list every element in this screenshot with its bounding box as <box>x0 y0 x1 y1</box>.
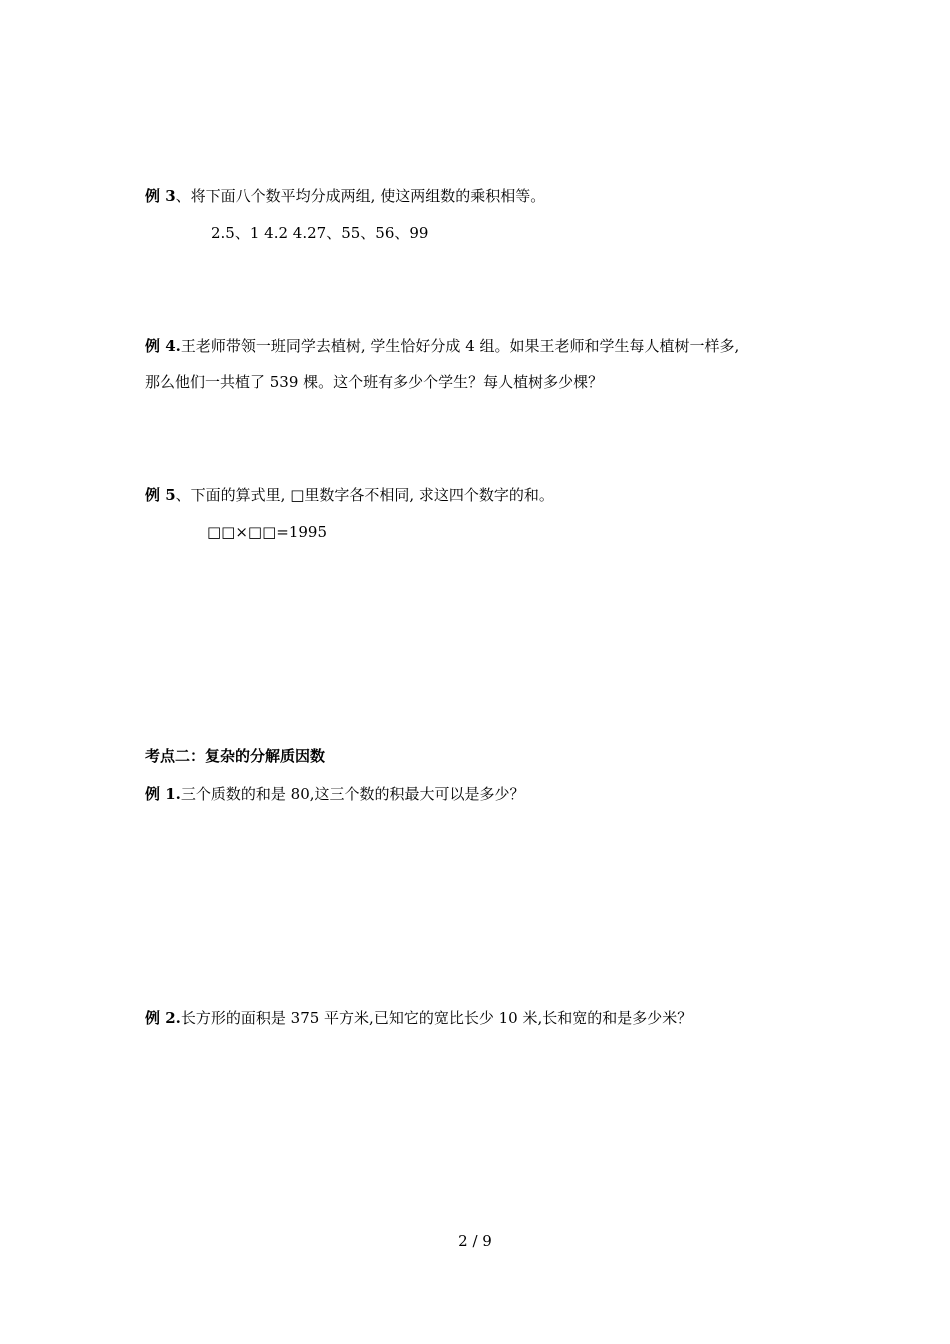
example-label: 例 4. <box>145 337 181 355</box>
example-text: 三个质数的和是 80,这三个数的积最大可以是多少？ <box>180 785 525 803</box>
example-3-numbers: 2.5、1 4.2 4.27、55、56、99 <box>211 224 429 242</box>
example-text: 、下面的算式里, □里数字各不相同, 求这四个数字的和。 <box>175 486 554 504</box>
example-label: 例 5 <box>145 486 176 504</box>
example-label: 例 3 <box>145 187 176 205</box>
example-text: 王老师带领一班同学去植树, 学生恰好分成 4 组。如果王老师和学生每人植树一样多, <box>180 337 740 355</box>
section2-example-2 <box>145 1008 692 1028</box>
example-label: 例 1. <box>145 785 181 803</box>
example-text: 、将下面八个数平均分成两组, 使这两组数的乘积相等。 <box>175 187 546 205</box>
section-heading: 考点二：复杂的分解质因数 <box>145 747 326 765</box>
example-text: 长方形的面积是 375 平方米,已知它的宽比长少 10 米,长和宽的和是多少米？ <box>180 1009 693 1027</box>
section2-example-1 <box>145 784 525 804</box>
page-number: 2 / 9 <box>458 1232 492 1250</box>
example-3-question <box>145 186 545 206</box>
example-5-equation: □□×□□=1995 <box>207 523 327 541</box>
example-5-question <box>145 485 554 505</box>
example-4-line-2: 那么他们一共植了 539 棵。这个班有多少个学生？每人植树多少棵？ <box>145 373 604 391</box>
example-4-line-1 <box>145 336 739 356</box>
example-label: 例 2. <box>145 1009 181 1027</box>
